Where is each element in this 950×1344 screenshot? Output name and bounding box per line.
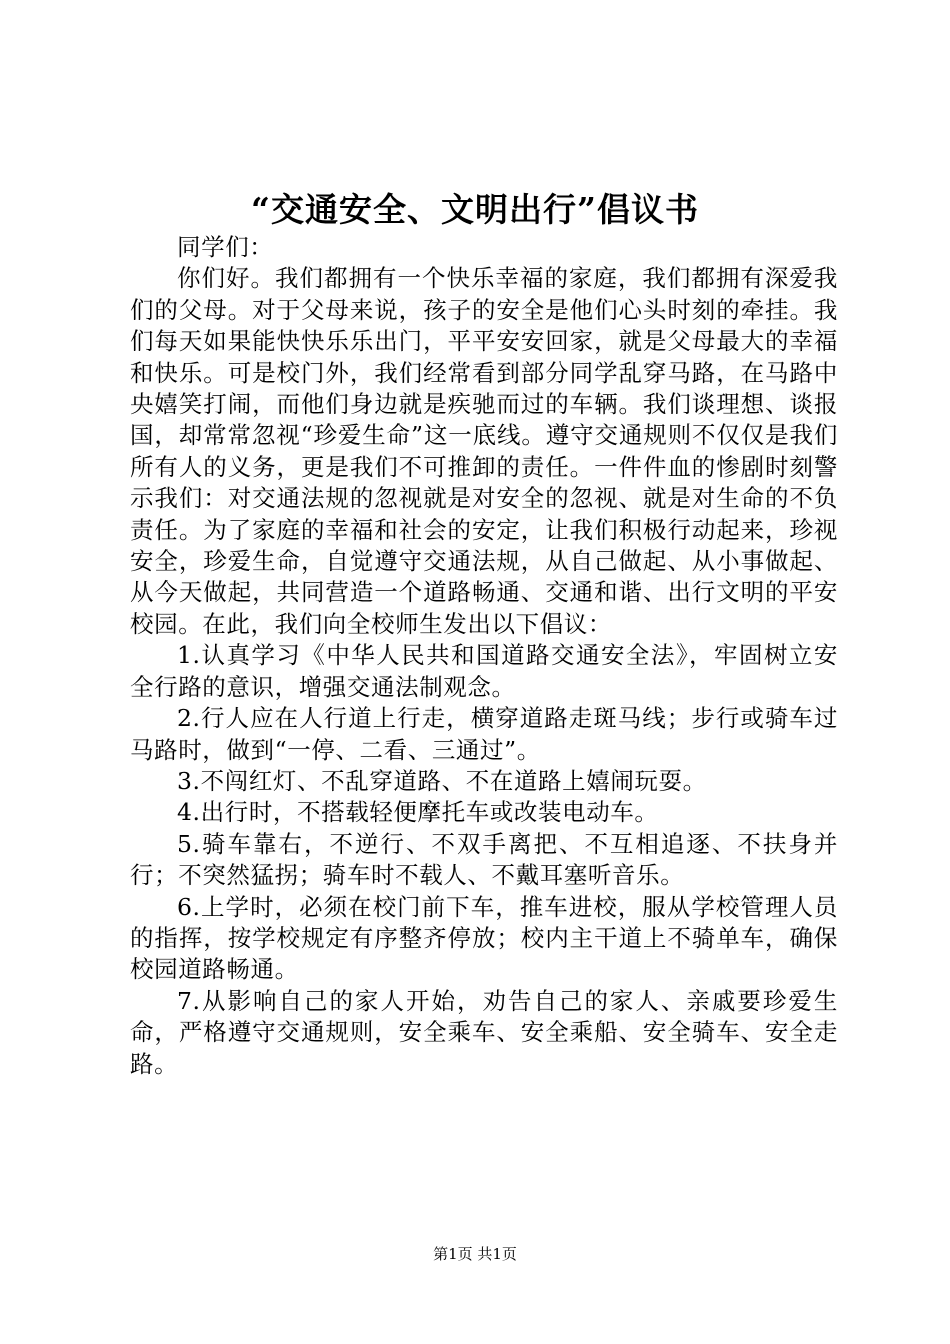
proposal-item-2: 2.行人应在人行道上行走，横穿道路走斑马线；步行或骑车过马路时，做到“一停、二看、三通过”。 [130,704,838,764]
document-title: “交通安全、文明出行”倡议书 [251,190,699,229]
proposal-item-5: 5.骑车靠右，不逆行、不双手离把、不互相追逐、不扶身并行；不突然猛拐；骑车时不载人、不戴耳塞听音乐。 [130,829,838,890]
proposal-item-7: 7.从影响自己的家人开始，劝告自己的家人、亲戚要珍爱生命，严格遵守交通规则，安全乘车、安全乘船、安全骑车、安全走路。 [130,986,838,1078]
intro-paragraph: 你们好。我们都拥有一个快乐幸福的家庭，我们都拥有深爱我们的父母。对于父母来说，孩子的安全是他们心头时刻的牵挂。我们每天如果能快快乐乐出门，平平安安回家，就是父母最大的幸福和快乐。可是校门外，我们经常看到部分同学乱穿马路，在马路中央嬉笑打闹，而他们身边就是疾驰而过的车辆。我们谈理想、谈报国，却常常忽视“珍爱生命”这一底线。遵守交通规则不仅仅是我们所有人的义务，更是我们不可推卸的责任。一件件血的惨剧时刻警示我们：对交通法规的忽视就是对安全的忽视、就是对生命的不负责任。为了家庭的幸福和社会的安定，让我们积极行动起来，珍视安全，珍爱生命，自觉遵守交通法规，从自己做起、从小事做起、从今天做起，共同营造一个道路畅通、交通和谐、出行文明的平安校园。在此，我们向全校师生发出以下倡议： [130,264,838,638]
proposal-item-4: 4.出行时，不搭载轻便摩托车或改装电动车。 [177,798,659,827]
salutation: 同学们： [177,233,274,261]
proposal-item-1: 1.认真学习《中华人民共和国道路交通安全法》，牢固树立安全行路的意识，增强交通法制观念。 [130,641,838,701]
proposal-item-6: 6.上学时，必须在校门前下车，推车进校，服从学校管理人员的指挥，按学校规定有序整齐停放；校内主干道上不骑单车，确保校园道路畅通。 [130,892,838,984]
document-body [130,232,838,1080]
proposal-item-3: 3.不闯红灯、不乱穿道路、不在道路上嬉闹玩耍。 [177,766,707,795]
page-number-footer: 第1页 共1页 [433,1245,517,1263]
